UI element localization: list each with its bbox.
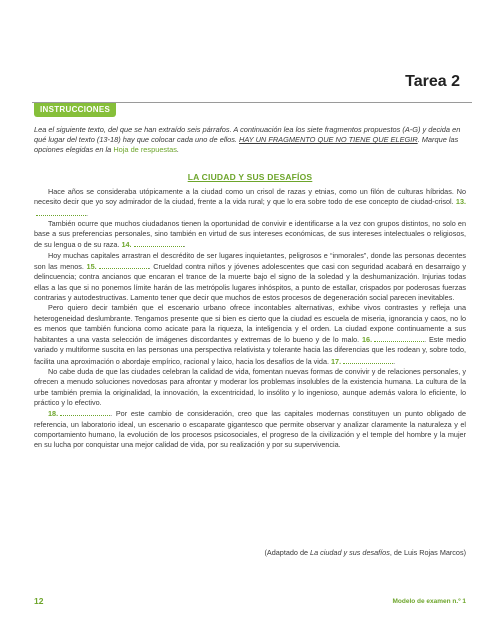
paragraph-text: También ocurre que muchos ciudadanos tienen la oportunidad de convivir e identificarse a la vez con grupos distintos, no solo en base a sus preferencias personales, sino también en virtud de sus intereses económicas, de sus intereses intelectuales o religiosos, de su lengua o de su raza.	[34, 218, 466, 250]
instructions-part2: . Marque las opciones elegidas en la	[34, 135, 459, 154]
instructions-badge: INSTRUCCIONES	[34, 103, 116, 117]
gap-number: 13.	[455, 197, 466, 207]
paragraph-text: Crueldad contra niños y jóvenes adolescentes que casi con seguridad acabará en desarraigo y delincuencia; contra ancianos que encaran el trance de la muerte bajo el signo de la soledad y la deshumanización. Injurias todas ellas a las que si no ponemos límite harán de las metrópolis lugares inhóspitos, a punto de estallar, crispados por poderosas fuerzas contrarias y autodestructivas. Lamento tener que decir que muchos de estos procesos de degeneración social parecen inevitables.	[34, 262, 466, 302]
instructions-text	[34, 125, 466, 155]
answer-sheet-ref: Hoja de respuestas	[113, 145, 177, 154]
credit-work: La ciudad y sus desafíos	[310, 548, 390, 557]
paragraph-text: Por este cambio de consideración, creo que las capitales modernas constituyen un punto obligado de referencia, un laboratorio ideal, un escenario o escaparate gigantesco que permite observar y analizar claramente la naturaleza y el comportamiento humano, la evolución de los procesos psicosociales, el progreso de la civilización y el temple del hombre y la mujer en su lucha por conquistar una mejor calidad de vida, por su realización y por su supervivencia.	[34, 409, 466, 450]
gap-blank	[374, 334, 424, 342]
paragraph: Hace años se consideraba utópicamente a la ciudad como un crisol de razas y etnias, como un filón de culturas híbridas. No necesito decir que yo soy admirador de la ciudad, frente a la vida rural; y que lo era sobre todo de ese concepto de ciudad-crisol. 13..	[34, 187, 466, 218]
gap-number: 16.	[362, 335, 373, 345]
instructions-part1: Lea el siguiente texto, del que se han extraído seis párrafos. A continuación lea los siete fragmentos propuestos (A-G) y decida en qué lugar del texto (13-18) hay que colocar cada uno de ellos.	[34, 125, 461, 144]
article-title: LA CIUDAD Y SUS DESAFÍOS	[187, 172, 313, 182]
article-body	[34, 187, 466, 450]
paragraph-text: Pero quiero decir también que el escenario urbano ofrece incontables alternativas, exhibe vivos contrastes y refleja una heterogeneidad deslumbrante. Tengamos presente que si bien es cierto que la ciudad es escuela de miseria, ignorancia y caos, no lo es menos que también funciona como acicate para la riqueza, la inteligencia y el orden. La ciudad expone continuamente a sus habitantes a una vasta selección de imágenes discordantes y extremas de lo bueno y de lo malo.	[34, 303, 466, 345]
paragraph	[34, 367, 466, 408]
gap-number: 14.	[121, 240, 132, 250]
instructions-underlined: HAY UN FRAGMENTO QUE NO TIENE QUE ELEGIR	[239, 135, 418, 144]
paragraph: También ocurre que muchos ciudadanos tienen la oportunidad de convivir e identificarse a la vez con grupos distintos, no solo en base a sus preferencias personales, sino también en virtud de sus intereses económicas, de sus intereses intelectuales o religiosos, de su lengua o de su raza. 14. .	[34, 218, 466, 250]
paragraph: Pero quiero decir también que el escenario urbano ofrece incontables alternativas, exhibe vivos contrastes y refleja una heterogeneidad deslumbrante. Tengamos presente que si bien es cierto que la ciudad es escuela de miseria, ignorancia y caos, no lo es menos que también funciona como acicate para la riqueza, la inteligencia y el orden. La ciudad expone continuamente a sus habitantes a una vasta selección de imágenes discordantes y extremas de lo bueno y de lo malo. 16. . Este medio variado y multiforme suscita en las personas una perspectiva relativista y tolerante hacia las diferencias que les rodean y, sobre todo, facilita una aproximación o abordaje empírico, racional y laico, hacia los desafíos de la vida. 17. .	[34, 303, 467, 366]
paragraph-text: No cabe duda de que las ciudades celebran la calidad de vida, fomentan nuevas formas de convivir y de relaciones personales, y ofrecen a menudo soluciones novedosas para afrontar y moderar los problemas insolubles de la existencia humana. La cultura de la urbe también premia la originalidad, la innovación, la excentricidad, lo insólito y lo ingenioso, aunque además valora lo eficiente, lo práctico y lo efectivo.	[34, 367, 466, 407]
paragraph: Hoy muchas capitales arrastran el descrédito de ser lugares inquietantes, peligrosos e “inmorales”, donde las personas decentes son las menos. 15. . Crueldad contra niños y jóvenes adolescentes que casi con seguridad acabará en desarraigo y delincuencia; contra ancianos que encaran el trance de la muerte bajo el signo de la soledad y la deshumanización. Injurias todas ellas a las que si no ponemos límite harán de las metrópolis lugares inhóspitos, a punto de estallar, crispados por poderosas fuerzas contrarias y autodestructivas. Lamento tener que decir que muchos de estos procesos de degeneración social parecen inevitables.	[34, 250, 466, 302]
credit-prefix: (Adaptado de	[264, 548, 311, 557]
gap-number: 15.	[86, 262, 97, 272]
gap-blank	[60, 408, 110, 416]
credit-suffix: , de Luis Rojas Marcos)	[389, 548, 466, 557]
source-credit	[264, 548, 466, 557]
page-number: 12	[34, 596, 44, 606]
gap-blank	[99, 261, 149, 269]
gap-blank	[134, 239, 184, 247]
instructions-part3: .	[177, 145, 180, 154]
gap-number: 18.	[48, 409, 59, 419]
task-title: Tarea 2	[405, 73, 460, 90]
gap-blank	[36, 208, 86, 216]
gap-number: 17.	[331, 356, 342, 366]
paragraph: 18. . Por este cambio de consideración, creo que las capitales modernas constituyen un punto obligado de referencia, un laboratorio ideal, un escenario o escaparate gigantesco que permite observar y analizar claramente la naturaleza y el comportamiento humano, la evolución de los procesos psicosociales, el progreso de la civilización y el temple del hombre y la mujer en su lucha por conquistar una mejor calidad de vida, por su realización y por su supervivencia.	[34, 409, 466, 450]
footer-label: Modelo de examen n.º 1	[392, 598, 466, 605]
paragraph-text: Hoy muchas capitales arrastran el descrédito de ser lugares inquietantes, peligrosos e “inmorales”, donde las personas decentes son las menos.	[34, 250, 466, 272]
paragraph-text: Este medio variado y multiforme suscita en las personas una perspectiva relativista y tolerante hacia las diferencias que les rodean y, sobre todo, facilita una aproximación o abordaje empírico, racional y laico, hacia los desafíos de la vida.	[34, 335, 467, 366]
paragraph-text: Hace años se consideraba utópicamente a la ciudad como un crisol de razas y etnias, como un filón de culturas híbridas. No necesito decir que yo soy admirador de la ciudad, frente a la vida rural; y que lo era sobre todo de ese concepto de ciudad-crisol.	[34, 187, 466, 207]
gap-blank	[343, 356, 393, 364]
